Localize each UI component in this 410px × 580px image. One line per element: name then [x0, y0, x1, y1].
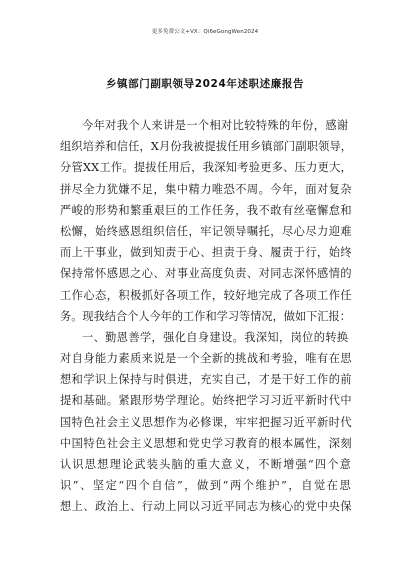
body-line: 识”、坚定“四个自信”，做到“两个维护”，自觉在思: [60, 479, 352, 493]
body-line: 想上、政治上、行动上同以习近平同志为核心的党中央保: [60, 500, 352, 514]
document-body: [60, 115, 352, 518]
body-line: 组织培养和信任，X月份我被提拔任用乡镇部门副职领导，: [60, 140, 352, 154]
body-line: 对自身能力素质来说是一个全新的挑战和考验，唯有在思: [60, 352, 352, 366]
document-title: 乡镇部门副职领导2024年述职述廉报告: [105, 78, 305, 90]
body-line: 分管XX工作。提拔任用后，我深知考验更多、压力更大，: [60, 161, 352, 175]
body-line: 今年对我个人来讲是一个相对比较特殊的年份，感谢: [82, 119, 349, 132]
body-line: 而上干事业，做到知责于心、担责于身、履责于行，始终: [60, 246, 352, 260]
header-note: 更多免费公文+VX：Qi6eGongWen2024: [151, 29, 259, 35]
body-line: 想和学识上保持与时俱进，充实自己，才是干好工作的前: [60, 373, 352, 387]
body-line: 务。现我结合个人今年的工作和学习等情况，做如下汇报：: [60, 309, 351, 323]
body-line: 保持常怀感恩之心、对事业高度负责、对同志深怀感情的: [60, 267, 352, 281]
body-line: 严峻的形势和繁重艰巨的工作任务，我不敢有丝毫懈怠和: [60, 203, 352, 217]
body-line: 松懈，始终感恩组织信任，牢记领导嘱托，尽心尽力迎难: [60, 224, 352, 238]
body-line: 提和基础。紧跟形势学理论。始终把学习习近平新时代中: [60, 394, 352, 408]
body-line: 工作心态，积极抓好各项工作，较好地完成了各项工作任: [60, 288, 352, 302]
body-line: 国特色社会主义思想作为必修课，牢牢把握习近平新时代: [60, 415, 352, 429]
body-line: 认识思想理论武装头脑的重大意义，不断增强“四个意: [60, 458, 352, 471]
body-line: 中国特色社会主义思想和党史学习教育的根本属性，深刻: [60, 436, 352, 450]
body-line: 一、勤恩善学，强化自身建设。我深知，岗位的转换: [82, 330, 349, 344]
body-line: 拼尽全力犹嫌不足，集中精力唯恐不周。今年，面对复杂: [60, 182, 352, 196]
